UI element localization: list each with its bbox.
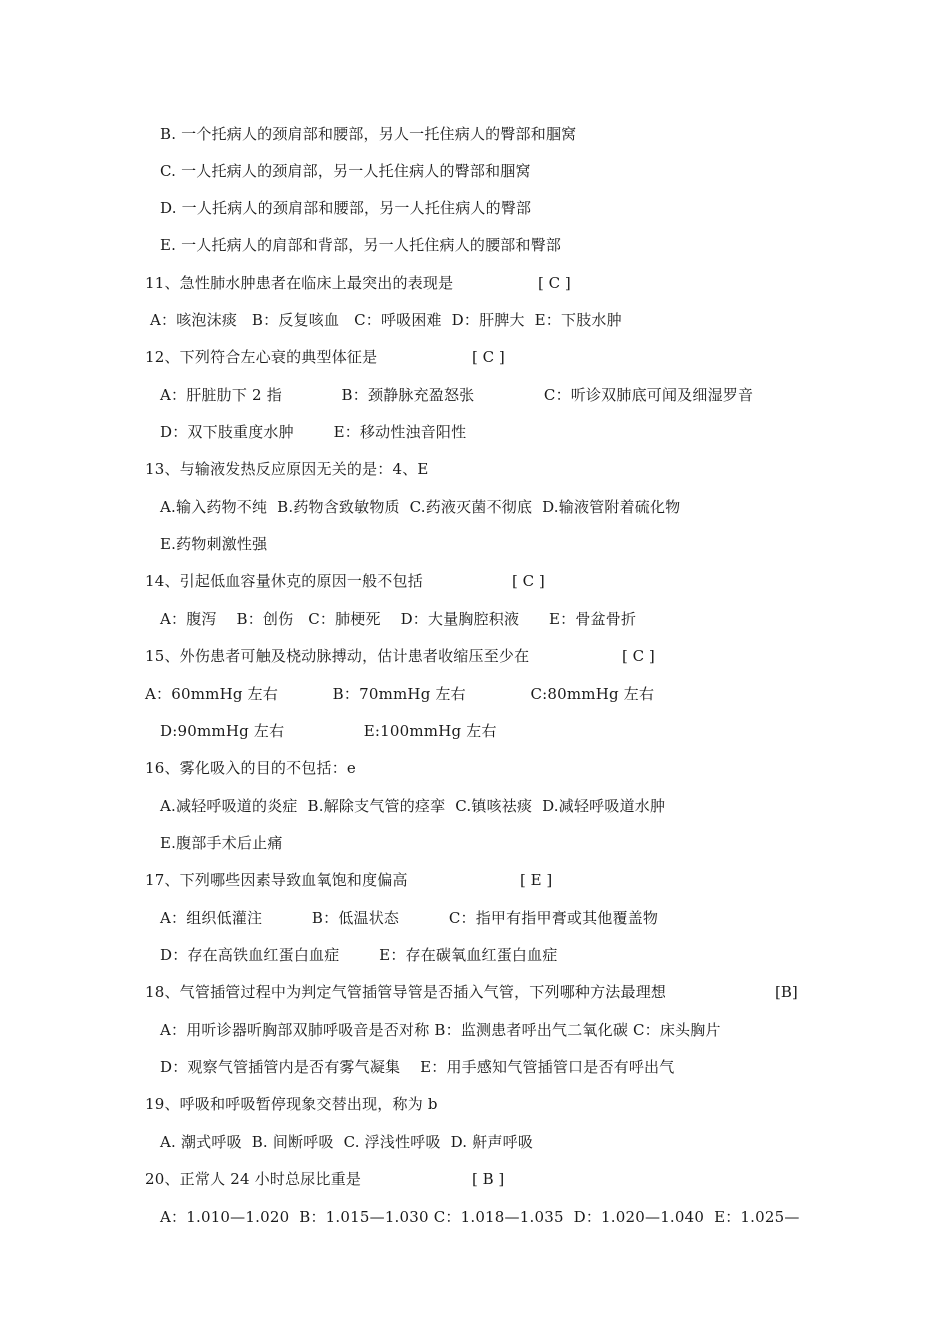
q17-answer: [ E ] (520, 871, 553, 889)
q15-question: 15、外伤患者可触及桡动脉搏动，估计患者收缩压至少在 (145, 647, 530, 665)
q12-answer: [ C ] (472, 348, 505, 366)
q17-question: 17、下列哪些因素导致血氧饱和度偏高 (145, 871, 408, 889)
q16-options-row2: E.腹部手术后止痛 (160, 834, 283, 852)
q13-options-row1: A.输入药物不纯 B.药物含致敏物质 C.药液灭菌不彻底 D.输液管附着硫化物 (160, 498, 681, 516)
q10-option-d: D. 一人托病人的颈肩部和腰部，另一人托住病人的臀部 (160, 199, 532, 217)
q19-options: A. 潮式呼吸 B. 间断呼吸 C. 浮浅性呼吸 D. 鼾声呼吸 (160, 1133, 534, 1151)
q18-options-row1: A：用听诊器听胸部双肺呼吸音是否对称 B：监测患者呼出气二氧化碳 C：床头胸片 (160, 1021, 721, 1039)
q12-options-row1: A：肝脏肋下 2 指 B：颈静脉充盈怒张 C：听诊双肺底可闻及细湿罗音 (160, 386, 754, 404)
q13-question: 13、与输液发热反应原因无关的是：4、E (145, 460, 429, 478)
q20-question: 20、正常人 24 小时总尿比重是 (145, 1170, 362, 1188)
q15-options-row2: D:90mmHg 左右 E:100mmHg 左右 (160, 722, 497, 740)
q18-question: 18、气管插管过程中为判定气管插管导管是否插入气管，下列哪种方法最理想 (145, 983, 667, 1001)
q10-option-c: C. 一人托病人的颈肩部，另一人托住病人的臀部和腘窝 (160, 162, 531, 180)
q17-options-row2: D：存在高铁血红蛋白血症 E：存在碳氧血红蛋白血症 (160, 946, 558, 964)
q18-options-row2: D：观察气管插管内是否有雾气凝集 E：用手感知气管插管口是否有呼出气 (160, 1058, 675, 1076)
q19-question: 19、呼吸和呼吸暂停现象交替出现，称为 b (145, 1095, 438, 1113)
q15-answer: [ C ] (622, 647, 655, 665)
q20-options: A：1.010—1.020 B：1.015—1.030 C：1.018—1.035 D：1.020—1.040 E：1.025— (160, 1208, 800, 1226)
q10-option-e: E. 一人托病人的肩部和背部，另一人托住病人的腰部和臀部 (160, 236, 562, 254)
q18-answer: [B] (775, 983, 798, 1001)
q13-options-row2: E.药物刺激性强 (160, 535, 268, 553)
q14-answer: [ C ] (512, 572, 545, 590)
q14-question: 14、引起低血容量休克的原因一般不包括 (145, 572, 423, 590)
q12-question: 12、下列符合左心衰的典型体征是 (145, 348, 378, 366)
q15-options-row1: A：60mmHg 左右 B：70mmHg 左右 C:80mmHg 左右 (145, 685, 655, 703)
q11-options: A：咳泡沫痰 B：反复咳血 C：呼吸困难 D：肝脾大 E：下肢水肿 (150, 311, 622, 329)
q10-option-b: B. 一个托病人的颈肩部和腰部，另人一托住病人的臀部和腘窝 (160, 125, 577, 143)
q20-answer: [ B ] (472, 1170, 505, 1188)
q14-options: A：腹泻 B：创伤 C：肺梗死 D：大量胸腔积液 E：骨盆骨折 (160, 610, 637, 628)
q16-question: 16、雾化吸入的目的不包括：e (145, 759, 356, 777)
q11-question: 11、急性肺水肿患者在临床上最突出的表现是 (145, 274, 454, 292)
q11-answer: [ C ] (538, 274, 571, 292)
q12-options-row2: D：双下肢重度水肿 E：移动性浊音阳性 (160, 423, 467, 441)
q17-options-row1: A：组织低灌注 B：低温状态 C：指甲有指甲膏或其他覆盖物 (160, 909, 659, 927)
q16-options-row1: A.减轻呼吸道的炎症 B.解除支气管的痉挛 C.镇咳祛痰 D.减轻呼吸道水肿 (160, 797, 666, 815)
